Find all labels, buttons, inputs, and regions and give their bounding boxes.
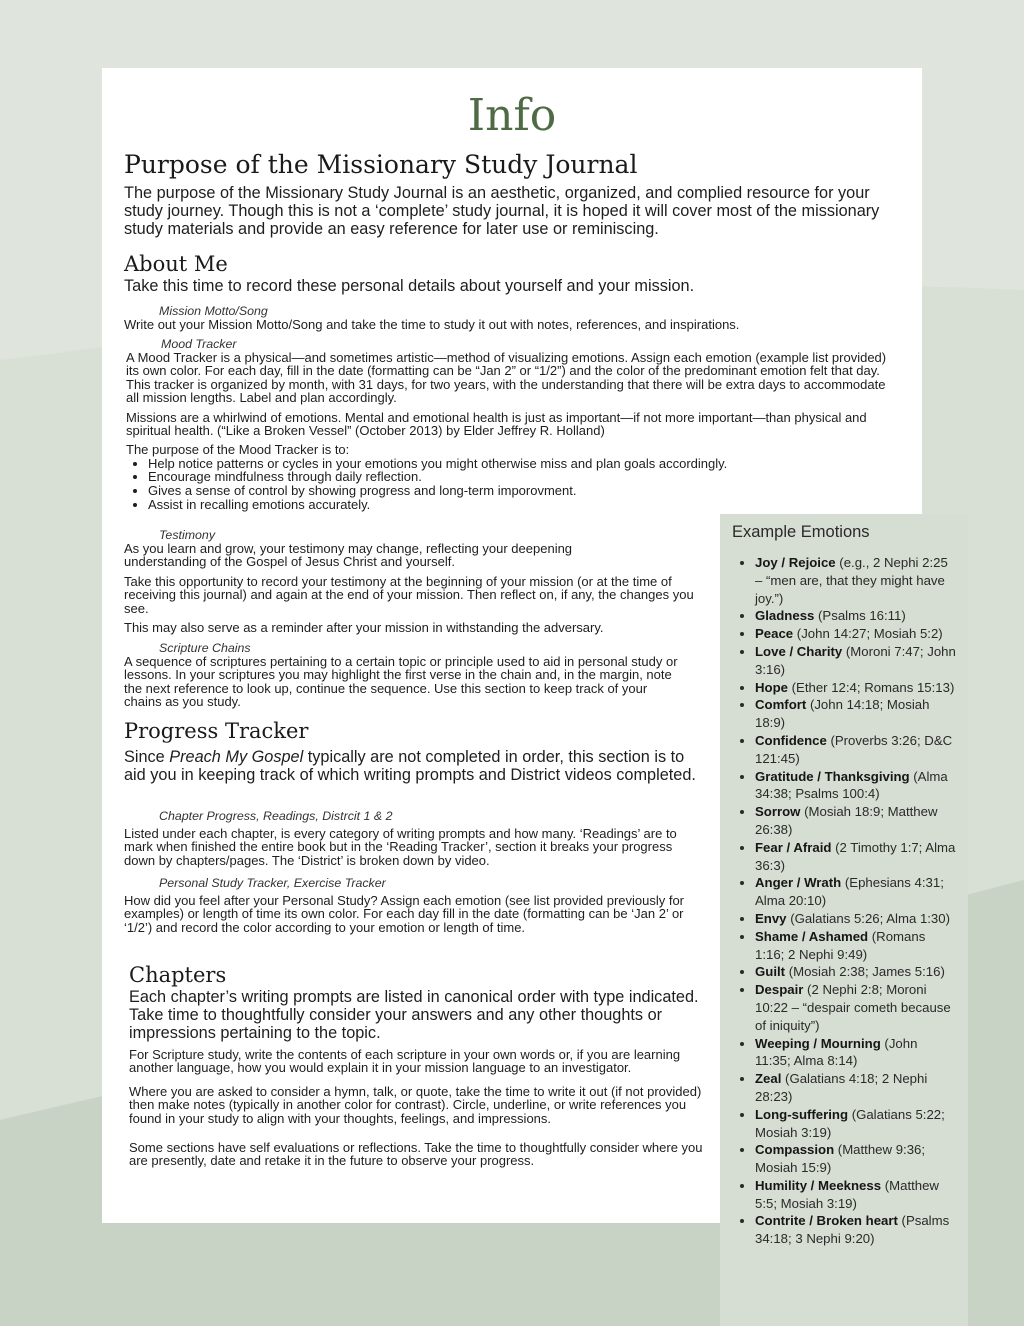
list-item: • Weeping / Mourning (John 11:35; Alma 8:14): [755, 1035, 956, 1071]
purpose-text: The purpose of the Missionary Study Journal is an aesthetic, organized, and complied resource for your study journey. Though this is not a ‘complete’ study journal, it is hoped it will cover most of the missionary study materials and provide an easy reference for later use or reminiscing.: [124, 184, 880, 238]
list-item: • Gives a sense of control by showing progress and long-term imporovment.: [148, 484, 898, 498]
testimony-section: [124, 528, 694, 634]
list-item: • Peace (John 14:27; Mosiah 5:2): [755, 625, 956, 643]
personal-study-section: [124, 876, 694, 934]
mood-section: [126, 337, 898, 511]
page-title: Info: [467, 90, 557, 141]
list-item: • Contrite / Broken heart (Psalms 34:18; 3 Nephi 9:20): [755, 1212, 956, 1248]
testimony-subheading: Testimony: [159, 528, 216, 542]
progress-heading: Progress Tracker: [124, 719, 309, 743]
list-item: • Anger / Wrath (Ephesians 4:31; Alma 20:10): [755, 874, 956, 910]
chapters-text-2: Where you are asked to consider a hymn, talk, or quote, take the time to write it out (if not provided) then make notes (typically in another color for contrast). Circle, underline, or write references you found in your study to align with your thoughts, feelings, and impressions.: [129, 1083, 702, 1126]
emotions-title: Example Emotions: [732, 523, 870, 541]
mood-subheading: Mood Tracker: [161, 337, 237, 351]
motto-subheading: Mission Motto/Song: [159, 304, 268, 318]
mood-text-3: The purpose of the Mood Tracker is to:: [126, 442, 350, 458]
list-item: • Love / Charity (Moroni 7:47; John 3:16): [755, 643, 956, 679]
list-item: • Humility / Meekness (Matthew 5:5; Mosiah 3:19): [755, 1177, 956, 1213]
chapter-progress-section: [124, 809, 696, 867]
chapters-text-1: For Scripture study, write the contents of each scripture in your own words or, if you are learning another language, how you would explain it in your mission language to an investigator.: [129, 1047, 681, 1076]
chains-section: [124, 641, 684, 709]
list-item: • Confidence (Proverbs 3:26; D&C 121:45): [755, 732, 956, 768]
list-item: • Sorrow (Mosiah 18:9; Matthew 26:38): [755, 803, 956, 839]
chapter-progress-subheading: Chapter Progress, Readings, Distrcit 1 & 2: [159, 809, 393, 823]
mood-text-1: A Mood Tracker is a physical—and sometimes artistic—method of visualizing emotions. Assign each emotion (example list provided) its own color. For each day, fill in the date (formatting can be “Jan 2” or “1/2”) and the color of the predominant emotion felt that day. This tracker is organized by month, with 31 days, for two years, with the understanding that there will be extra days to accommodate all mission lengths. Label and plan accordingly.: [126, 350, 887, 406]
progress-section: [124, 718, 709, 784]
emotions-list: [732, 554, 956, 1248]
about-section: [124, 251, 904, 295]
list-item: • Envy (Galatians 5:26; Alma 1:30): [755, 910, 956, 928]
preach-my-gospel-title: Preach My Gospel: [169, 748, 304, 766]
testimony-text-3: This may also serve as a reminder after your mission in withstanding the adversary.: [124, 620, 604, 636]
list-item: • Hope (Ether 12:4; Romans 15:13): [755, 679, 956, 697]
list-item: • Gladness (Psalms 16:11): [755, 607, 956, 625]
chains-subheading: Scripture Chains: [159, 641, 251, 655]
chapter-progress-text: Listed under each chapter, is every category of writing prompts and how many. ‘Readings’ are to mark when finished the entire book but in the ‘Reading Tracker’, section it breaks your progress down by chapters/pages. The ‘District’ is broken down by video.: [124, 826, 677, 868]
testimony-text-2: Take this opportunity to record your testimony at the beginning of your mission (or at the time of receiving this journal) and again at the end of your mission. Then reflect on, if any, the changes you see.: [124, 573, 694, 616]
progress-intro: Since Preach My Gospel typically are not completed in order, this section is to aid you in keeping track of which writing prompts and District videos completed.: [124, 748, 696, 784]
list-item: • Fear / Afraid (2 Timothy 1:7; Alma 36:3): [755, 839, 956, 875]
chapters-heading: Chapters: [129, 963, 227, 987]
chapters-intro: Each chapter’s writing prompts are listed in canonical order with type indicated. Take time to thoughtfully consider your answers and any other thoughts or impressions pertaining to the topic.: [129, 988, 699, 1042]
motto-section: [124, 304, 904, 331]
list-item: • Encourage mindfulness through daily reflection.: [148, 470, 898, 484]
personal-study-subheading: Personal Study Tracker, Exercise Tracker: [159, 876, 386, 890]
purpose-section: [124, 150, 904, 238]
chains-text: A sequence of scriptures pertaining to a certain topic or principle used to aid in personal study or lessons. In your scriptures you may highlight the first verse in the chain and, in the margin, note the next reference to look up, continue the sequence. Use this section to keep track of your chains as you study.: [124, 654, 678, 710]
list-item: • Guilt (Mosiah 2:38; James 5:16): [755, 963, 956, 981]
example-emotions-panel: [720, 514, 968, 1326]
mood-text-2: Missions are a whirlwind of emotions. Mental and emotional health is just as important—if not more important—than physical and spiritual health. (“Like a Broken Vessel” (October 2013) by Elder Jeffrey R. Holland): [126, 409, 867, 439]
chapters-text-3: Some sections have self evaluations or reflections. Take the time to thoughtfully consider where you are presently, date and retake it in the future to observe your progress.: [129, 1140, 703, 1169]
about-heading: About Me: [124, 252, 228, 276]
motto-text: Write out your Mission Motto/Song and take the time to study it out with notes, references, and inspirations.: [124, 317, 740, 332]
list-item: • Despair (2 Nephi 2:8; Moroni 10:22 – “despair cometh because of iniquity”): [755, 981, 956, 1034]
list-item: • Joy / Rejoice (e.g., 2 Nephi 2:25 – “men are, that they might have joy.”): [755, 554, 956, 607]
list-item: • Assist in recalling emotions accurately.: [148, 498, 898, 512]
about-intro: Take this time to record these personal details about yourself and your mission.: [124, 277, 695, 295]
list-item: • Help notice patterns or cycles in your emotions you might otherwise miss and plan goals accordingly.: [148, 457, 898, 471]
purpose-heading: Purpose of the Missionary Study Journal: [124, 150, 638, 179]
list-item: • Compassion (Matthew 9:36; Mosiah 15:9): [755, 1141, 956, 1177]
list-item: • Gratitude / Thanksgiving (Alma 34:38; Psalms 100:4): [755, 768, 956, 804]
chapters-section: [129, 962, 704, 1168]
list-item: • Long-suffering (Galatians 5:22; Mosiah 3:19): [755, 1106, 956, 1142]
list-item: • Shame / Ashamed (Romans 1:16; 2 Nephi 9:49): [755, 928, 956, 964]
list-item: • Zeal (Galatians 4:18; 2 Nephi 28:23): [755, 1070, 956, 1106]
testimony-text-1: As you learn and grow, your testimony may change, reflecting your deepening understanding of the Gospel of Jesus Christ and yourself.: [124, 541, 573, 570]
personal-study-text: How did you feel after your Personal Study? Assign each emotion (see list provided previously for examples) or length of time its own color. For each day fill in the date (formatting can be ‘Jan 2’ or ‘1/2’) and record the color according to your emotion or length of time.: [124, 893, 685, 935]
mood-purpose-list: [126, 457, 898, 511]
list-item: • Comfort (John 14:18; Mosiah 18:9): [755, 696, 956, 732]
